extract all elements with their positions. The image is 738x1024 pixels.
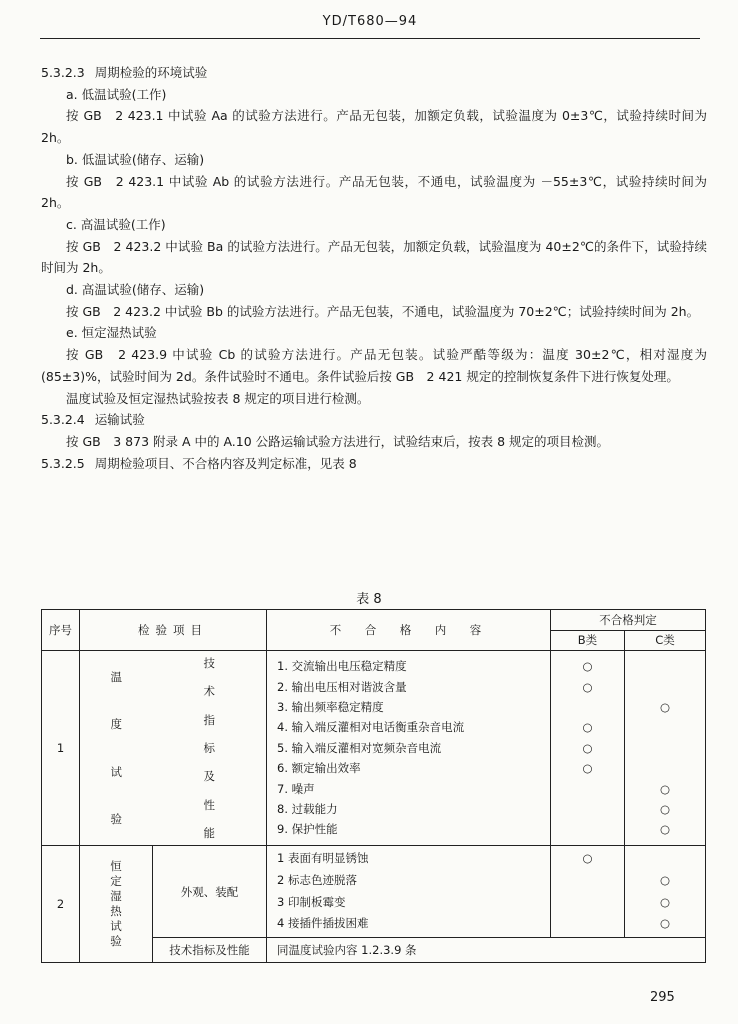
list-item: 6. 额定输出效率	[277, 761, 361, 776]
group-char: 热	[110, 904, 122, 919]
mark-c: ○	[659, 700, 671, 715]
row-seq: 1	[42, 651, 80, 846]
subsection-b-title: b. 低温试验(储存、运输)	[66, 151, 205, 167]
mark-c	[625, 848, 705, 870]
row-seq: 2	[42, 846, 80, 963]
list-item: 7. 噪声	[277, 781, 315, 796]
subsection-e-text: 按 GB 2 423.9 中试验 Cb 的试验方法进行。产品无包装。试验严酷等级为：温度 30±2℃，相对湿度为(85±3)%，试验时间为 2d。条件试验时不通电。条件试验后按 GB 2 421 规定的控制恢复条件下进行恢复处理。	[41, 347, 707, 384]
mark-b	[551, 892, 624, 914]
group-char: 度	[110, 717, 122, 732]
table-8	[41, 609, 706, 963]
table-header-row-1	[42, 610, 706, 631]
list-item: 4. 输入端反灌相对电话衡重杂音电流	[277, 720, 465, 735]
group-char: 验	[110, 812, 122, 827]
row-content	[267, 846, 551, 938]
list-item: 2 标志色迹脱落	[277, 872, 357, 887]
mark-c	[625, 738, 705, 758]
sub-char: 标	[203, 740, 215, 755]
subsection-a-title: a. 低温试验(工作)	[66, 86, 167, 102]
mark-b	[551, 799, 624, 819]
group-char: 定	[110, 874, 122, 889]
list-item: 3. 输出频率稳定精度	[277, 700, 384, 715]
header-class-c: C类	[625, 630, 706, 651]
mark-c: ○	[659, 894, 671, 909]
group-char: 试	[110, 919, 122, 934]
sub-char: 指	[203, 712, 215, 727]
mark-c	[625, 758, 705, 778]
subsection-e-title: e. 恒定湿热试验	[66, 325, 157, 341]
group-char: 湿	[110, 889, 122, 904]
subsection-b-text: 按 GB 2 423.1 中试验 Ab 的试验方法进行。产品无包装，不通电，试验温度为 －55±3℃，试验持续时间为 2h。	[41, 173, 707, 211]
mark-c	[625, 717, 705, 737]
group-char: 验	[110, 934, 122, 949]
sub-char: 技	[203, 656, 215, 670]
mark-c	[625, 656, 705, 676]
list-item: 8. 过载能力	[277, 801, 338, 816]
row-subgroup-label	[153, 651, 267, 846]
mark-c: ○	[659, 801, 671, 816]
sub-char: 术	[203, 684, 215, 699]
mark-b	[551, 819, 624, 839]
group-char: 恒	[110, 859, 122, 874]
header-judge: 不合格判定	[551, 610, 706, 631]
list-item: 9. 保护性能	[277, 822, 338, 837]
table-row-temperature	[42, 651, 706, 846]
mark-b: ○	[582, 761, 593, 776]
mark-c: ○	[659, 872, 671, 887]
section-heading-5324	[41, 409, 707, 431]
mark-b	[551, 779, 624, 799]
section-title: 周期检验项目、不合格内容及判定标准，见表 8	[94, 455, 357, 471]
mark-b: ○	[582, 720, 593, 735]
list-item: 2. 输出电压相对谐波含量	[277, 679, 407, 694]
mark-c: ○	[659, 822, 671, 837]
header-rule	[40, 38, 700, 39]
mark-b	[551, 913, 624, 935]
sub-char: 能	[203, 825, 215, 840]
temp-test-note: 温度试验及恒定湿热试验按表 8 规定的项目进行检测。	[66, 390, 370, 406]
header-seq: 序号	[42, 610, 80, 651]
mark-c: ○	[659, 916, 671, 931]
mark-b: ○	[582, 851, 593, 865]
subsection-c-text: 按 GB 2 423.2 中试验 Ba 的试验方法进行。产品无包装，加额定负载，试验温度为 40±2℃的条件下，试验持续时间为 2h。	[41, 238, 707, 276]
subsection-d-text: 按 GB 2 423.2 中试验 Bb 的试验方法进行。产品无包装，不通电，试验温度为 70±2℃；试验持续时间为 2h。	[66, 303, 700, 319]
list-item: 3 印制板霉变	[277, 894, 346, 909]
section-number: 5.3.2.4	[41, 412, 85, 428]
defect-list	[267, 846, 550, 937]
sub-char: 及	[203, 769, 215, 784]
list-item: 1. 交流输出电压稳定精度	[277, 659, 407, 674]
list-item: 1 表面有明显锈蚀	[277, 851, 369, 865]
list-item: 5. 输入端反灌相对宽频杂音电流	[277, 740, 442, 755]
group-label-chars	[80, 859, 152, 949]
mark-b: ○	[582, 740, 593, 755]
defect-list	[267, 654, 550, 842]
table-caption: 表 8	[356, 592, 382, 607]
list-item: 4 接插件插拔困难	[277, 916, 369, 931]
page-number: 295	[650, 990, 675, 1005]
section-heading-5323	[41, 62, 707, 84]
class-b-marks	[551, 846, 625, 938]
section-title: 周期检验的环境试验	[94, 65, 208, 80]
mark-b	[551, 697, 624, 717]
row-content	[267, 651, 551, 846]
header-class-b: B类	[551, 630, 625, 651]
row-content: 同温度试验内容 1.2.3.9 条	[267, 938, 706, 963]
row-group-label	[80, 651, 153, 846]
mark-c	[625, 677, 705, 697]
row-group-label	[80, 846, 153, 963]
mark-b	[551, 870, 624, 892]
subsection-d-title: d. 高温试验(储存、运输)	[66, 282, 205, 298]
mark-b: ○	[582, 679, 593, 694]
class-c-marks	[625, 846, 706, 938]
running-header: YD/T680—94	[322, 14, 418, 29]
mark-c: ○	[659, 781, 671, 796]
subsection-a-text: 按 GB 2 423.1 中试验 Aa 的试验方法进行。产品无包装，加额定负载，试验温度为 0±3℃，试验持续时间为 2h。	[41, 108, 707, 146]
subgroup-label-chars	[153, 651, 267, 845]
table-row-damp-heat	[42, 846, 706, 938]
row-subgroup-label: 外观、装配	[153, 846, 267, 938]
row-subgroup-label: 技术指标及性能	[153, 938, 267, 963]
group-char: 试	[110, 764, 122, 779]
section-number: 5.3.2.5	[41, 455, 85, 471]
subsection-c-title: c. 高温试验(工作)	[66, 216, 166, 232]
header-content: 不 合 格 内 容	[267, 610, 551, 651]
section-number: 5.3.2.3	[41, 65, 85, 80]
sub-char: 性	[203, 797, 215, 812]
section-heading-5325	[41, 453, 707, 475]
class-c-marks	[625, 651, 706, 846]
class-b-marks	[551, 651, 625, 846]
group-label-chars	[80, 653, 153, 843]
header-item: 检验项目	[80, 610, 267, 651]
group-char: 温	[110, 669, 122, 684]
mark-b: ○	[582, 659, 593, 674]
document-body	[41, 62, 707, 474]
transport-test-text: 按 GB 3 873 附录 A 中的 A.10 公路运输试验方法进行，试验结束后，按表 8 规定的项目检测。	[66, 433, 610, 449]
section-title: 运输试验	[94, 412, 145, 428]
